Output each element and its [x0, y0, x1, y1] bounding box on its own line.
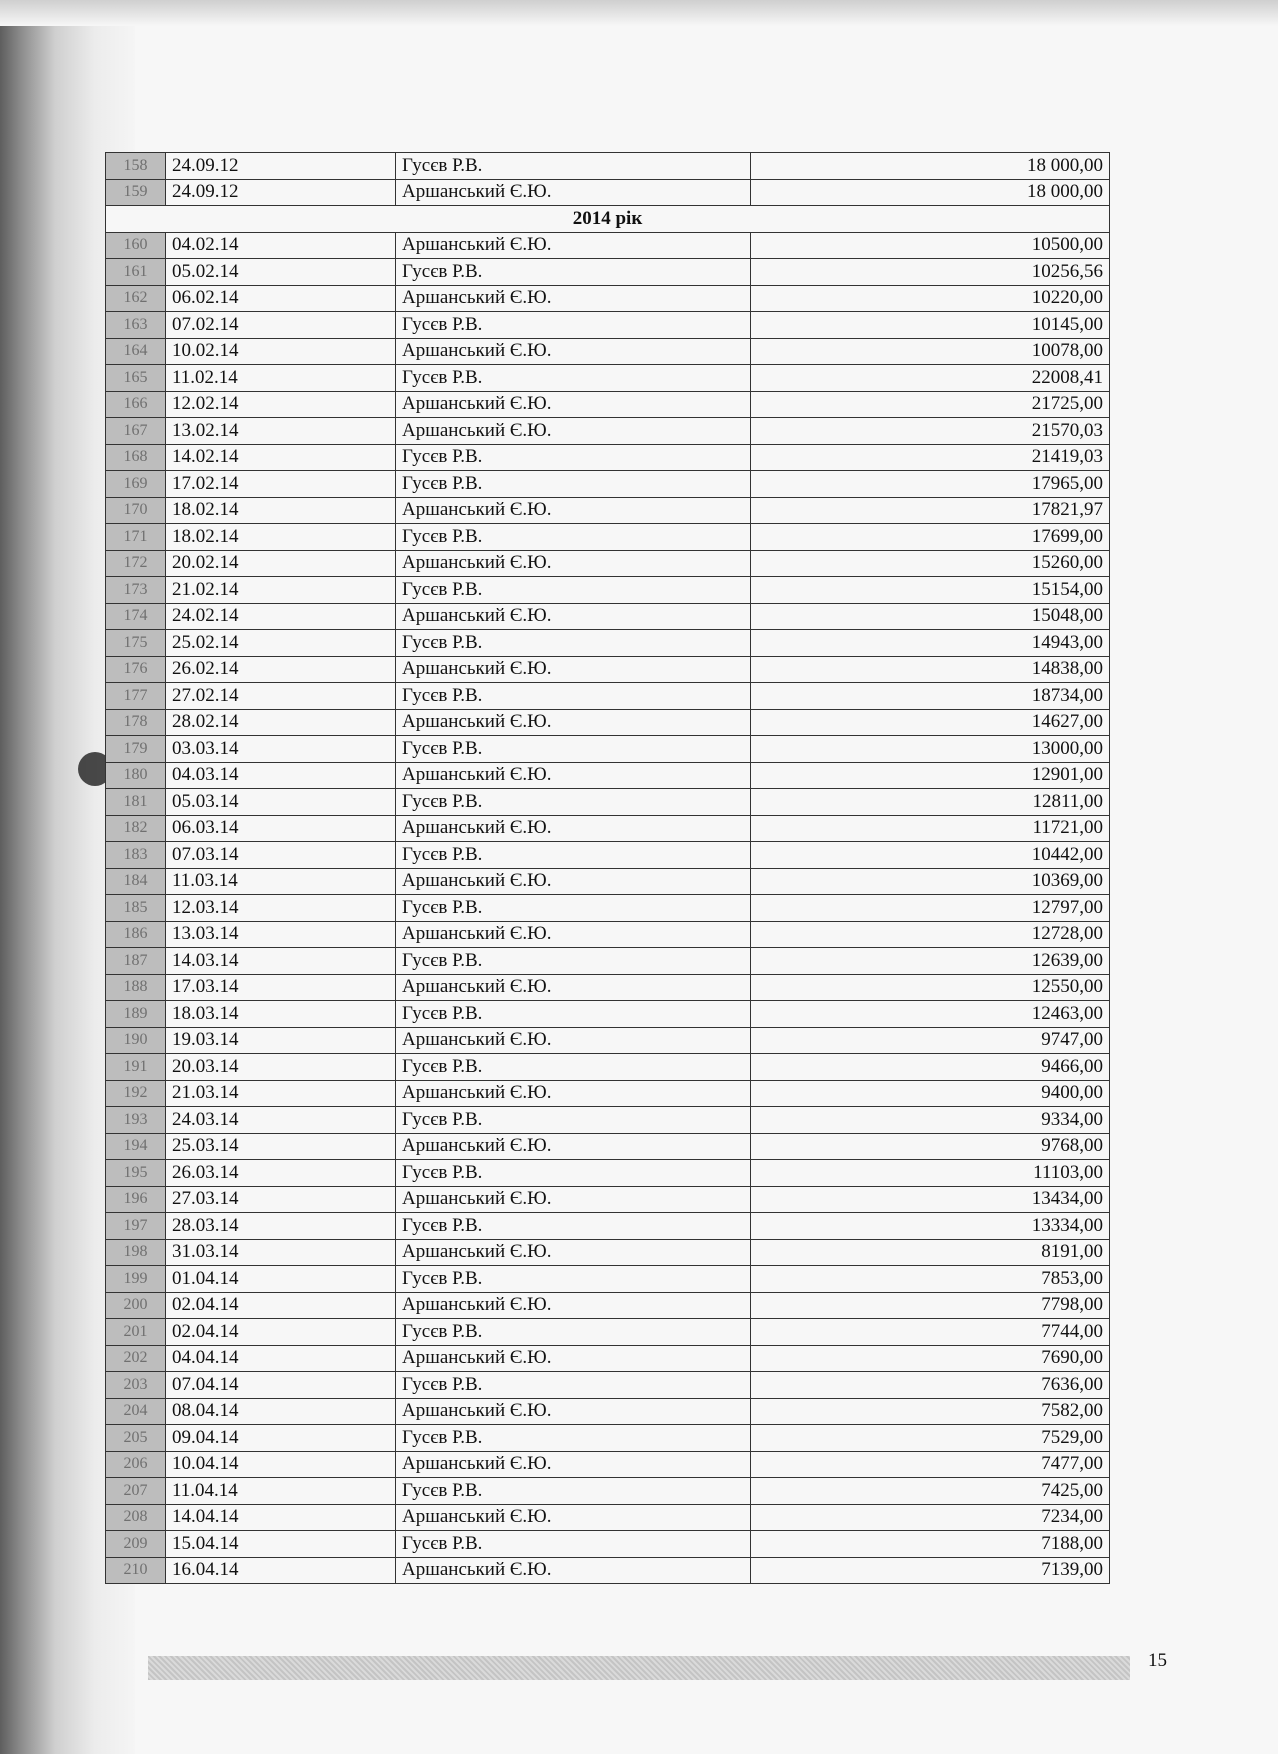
row-date: 19.03.14	[166, 1027, 396, 1054]
row-name: Гусєв Р.В.	[396, 153, 751, 180]
row-date: 07.02.14	[166, 312, 396, 339]
row-name: Аршанський Є.Ю.	[396, 603, 751, 630]
table-row	[106, 1478, 1110, 1505]
table-row	[106, 921, 1110, 948]
table-row	[106, 444, 1110, 471]
row-number: 163	[106, 312, 166, 339]
row-date: 08.04.14	[166, 1398, 396, 1425]
row-number: 170	[106, 497, 166, 524]
table-row	[106, 550, 1110, 577]
table-row	[106, 1319, 1110, 1346]
row-amount: 12901,00	[751, 762, 1110, 789]
row-date: 13.03.14	[166, 921, 396, 948]
row-date: 11.03.14	[166, 868, 396, 895]
row-number: 181	[106, 789, 166, 816]
row-number: 167	[106, 418, 166, 445]
row-name: Аршанський Є.Ю.	[396, 974, 751, 1001]
row-number: 196	[106, 1186, 166, 1213]
row-number: 198	[106, 1239, 166, 1266]
row-date: 13.02.14	[166, 418, 396, 445]
row-number: 199	[106, 1266, 166, 1293]
row-name: Аршанський Є.Ю.	[396, 1133, 751, 1160]
row-date: 04.02.14	[166, 232, 396, 259]
row-amount: 10442,00	[751, 842, 1110, 869]
table-row	[106, 948, 1110, 975]
row-date: 26.03.14	[166, 1160, 396, 1187]
row-name: Гусєв Р.В.	[396, 444, 751, 471]
row-date: 05.03.14	[166, 789, 396, 816]
row-amount: 21419,03	[751, 444, 1110, 471]
table-row	[106, 285, 1110, 312]
row-name: Гусєв Р.В.	[396, 1107, 751, 1134]
row-amount: 13334,00	[751, 1213, 1110, 1240]
table-row	[106, 365, 1110, 392]
row-date: 11.02.14	[166, 365, 396, 392]
row-number: 165	[106, 365, 166, 392]
row-amount: 12550,00	[751, 974, 1110, 1001]
row-date: 06.02.14	[166, 285, 396, 312]
row-amount: 9768,00	[751, 1133, 1110, 1160]
row-amount: 10369,00	[751, 868, 1110, 895]
row-date: 02.04.14	[166, 1319, 396, 1346]
row-number: 192	[106, 1080, 166, 1107]
row-amount: 8191,00	[751, 1239, 1110, 1266]
row-amount: 18 000,00	[751, 153, 1110, 180]
row-number: 195	[106, 1160, 166, 1187]
row-name: Гусєв Р.В.	[396, 789, 751, 816]
row-number: 176	[106, 656, 166, 683]
row-number: 191	[106, 1054, 166, 1081]
table-row	[106, 259, 1110, 286]
row-date: 14.04.14	[166, 1504, 396, 1531]
row-amount: 10500,00	[751, 232, 1110, 259]
row-name: Гусєв Р.В.	[396, 1213, 751, 1240]
row-number: 178	[106, 709, 166, 736]
table-row	[106, 1160, 1110, 1187]
table-row	[106, 1080, 1110, 1107]
row-date: 11.04.14	[166, 1478, 396, 1505]
row-amount: 17699,00	[751, 524, 1110, 551]
row-date: 04.04.14	[166, 1345, 396, 1372]
row-name: Аршанський Є.Ю.	[396, 338, 751, 365]
row-date: 16.04.14	[166, 1557, 396, 1584]
row-amount: 7477,00	[751, 1451, 1110, 1478]
row-amount: 7690,00	[751, 1345, 1110, 1372]
table-row	[106, 1292, 1110, 1319]
row-amount: 12728,00	[751, 921, 1110, 948]
payments-table-body	[106, 153, 1110, 1584]
row-number: 188	[106, 974, 166, 1001]
row-name: Гусєв Р.В.	[396, 312, 751, 339]
row-number: 197	[106, 1213, 166, 1240]
row-amount: 11103,00	[751, 1160, 1110, 1187]
row-name: Аршанський Є.Ю.	[396, 285, 751, 312]
row-name: Гусєв Р.В.	[396, 524, 751, 551]
table-row	[106, 1107, 1110, 1134]
table-row	[106, 391, 1110, 418]
row-name: Гусєв Р.В.	[396, 895, 751, 922]
table-row	[106, 895, 1110, 922]
row-name: Аршанський Є.Ю.	[396, 762, 751, 789]
row-number: 183	[106, 842, 166, 869]
table-row	[106, 1213, 1110, 1240]
table-row	[106, 1504, 1110, 1531]
row-amount: 7853,00	[751, 1266, 1110, 1293]
row-name: Гусєв Р.В.	[396, 1266, 751, 1293]
row-name: Гусєв Р.В.	[396, 471, 751, 498]
footer-bar	[148, 1656, 1130, 1680]
table-row	[106, 418, 1110, 445]
row-date: 24.03.14	[166, 1107, 396, 1134]
row-amount: 14627,00	[751, 709, 1110, 736]
row-amount: 21570,03	[751, 418, 1110, 445]
row-number: 201	[106, 1319, 166, 1346]
row-date: 27.02.14	[166, 683, 396, 710]
row-date: 27.03.14	[166, 1186, 396, 1213]
row-date: 14.02.14	[166, 444, 396, 471]
table-row	[106, 577, 1110, 604]
row-date: 05.02.14	[166, 259, 396, 286]
row-name: Гусєв Р.В.	[396, 1319, 751, 1346]
table-row	[106, 524, 1110, 551]
row-name: Аршанський Є.Ю.	[396, 868, 751, 895]
row-amount: 17965,00	[751, 471, 1110, 498]
row-amount: 10145,00	[751, 312, 1110, 339]
row-amount: 7636,00	[751, 1372, 1110, 1399]
row-name: Аршанський Є.Ю.	[396, 232, 751, 259]
row-amount: 7139,00	[751, 1557, 1110, 1584]
row-amount: 17821,97	[751, 497, 1110, 524]
year-heading-row	[106, 206, 1110, 233]
row-date: 10.02.14	[166, 338, 396, 365]
row-date: 14.03.14	[166, 948, 396, 975]
row-name: Гусєв Р.В.	[396, 842, 751, 869]
row-amount: 10078,00	[751, 338, 1110, 365]
row-amount: 7744,00	[751, 1319, 1110, 1346]
row-name: Аршанський Є.Ю.	[396, 391, 751, 418]
row-amount: 12639,00	[751, 948, 1110, 975]
row-name: Гусєв Р.В.	[396, 365, 751, 392]
table-row	[106, 1557, 1110, 1584]
row-amount: 7234,00	[751, 1504, 1110, 1531]
row-number: 177	[106, 683, 166, 710]
table-row	[106, 1451, 1110, 1478]
row-amount: 9400,00	[751, 1080, 1110, 1107]
row-date: 18.03.14	[166, 1001, 396, 1028]
row-name: Гусєв Р.В.	[396, 948, 751, 975]
row-date: 07.03.14	[166, 842, 396, 869]
table-row	[106, 1239, 1110, 1266]
row-name: Аршанський Є.Ю.	[396, 1557, 751, 1584]
row-number: 174	[106, 603, 166, 630]
row-number: 168	[106, 444, 166, 471]
row-name: Аршанський Є.Ю.	[396, 1345, 751, 1372]
row-amount: 18 000,00	[751, 179, 1110, 206]
row-amount: 15154,00	[751, 577, 1110, 604]
row-name: Гусєв Р.В.	[396, 259, 751, 286]
row-amount: 12797,00	[751, 895, 1110, 922]
row-date: 17.03.14	[166, 974, 396, 1001]
table-row	[106, 683, 1110, 710]
table-row	[106, 497, 1110, 524]
table-row	[106, 1345, 1110, 1372]
row-number: 206	[106, 1451, 166, 1478]
row-number: 200	[106, 1292, 166, 1319]
row-name: Аршанський Є.Ю.	[396, 497, 751, 524]
table-row	[106, 762, 1110, 789]
table-row	[106, 153, 1110, 180]
row-name: Аршанський Є.Ю.	[396, 1398, 751, 1425]
table-row	[106, 1133, 1110, 1160]
row-name: Аршанський Є.Ю.	[396, 656, 751, 683]
table-row	[106, 974, 1110, 1001]
row-name: Гусєв Р.В.	[396, 630, 751, 657]
row-name: Гусєв Р.В.	[396, 736, 751, 763]
table-row	[106, 1266, 1110, 1293]
row-amount: 7188,00	[751, 1531, 1110, 1558]
table-row	[106, 789, 1110, 816]
row-number: 190	[106, 1027, 166, 1054]
row-amount: 14943,00	[751, 630, 1110, 657]
table-row	[106, 1398, 1110, 1425]
row-number: 175	[106, 630, 166, 657]
row-number: 182	[106, 815, 166, 842]
table-row	[106, 1001, 1110, 1028]
row-number: 173	[106, 577, 166, 604]
row-name: Аршанський Є.Ю.	[396, 921, 751, 948]
row-number: 193	[106, 1107, 166, 1134]
row-amount: 9466,00	[751, 1054, 1110, 1081]
row-amount: 11721,00	[751, 815, 1110, 842]
row-name: Аршанський Є.Ю.	[396, 709, 751, 736]
row-number: 187	[106, 948, 166, 975]
row-amount: 12463,00	[751, 1001, 1110, 1028]
row-name: Гусєв Р.В.	[396, 1478, 751, 1505]
row-number: 207	[106, 1478, 166, 1505]
row-number: 202	[106, 1345, 166, 1372]
row-amount: 7425,00	[751, 1478, 1110, 1505]
row-name: Аршанський Є.Ю.	[396, 1451, 751, 1478]
row-amount: 13000,00	[751, 736, 1110, 763]
row-name: Аршанський Є.Ю.	[396, 1080, 751, 1107]
page-number: 15	[1148, 1650, 1167, 1671]
row-name: Аршанський Є.Ю.	[396, 1239, 751, 1266]
row-name: Аршанський Є.Ю.	[396, 179, 751, 206]
row-name: Гусєв Р.В.	[396, 1531, 751, 1558]
scan-top-shadow	[0, 0, 1278, 26]
table-row	[106, 1054, 1110, 1081]
row-date: 15.04.14	[166, 1531, 396, 1558]
row-date: 01.04.14	[166, 1266, 396, 1293]
table-row	[106, 1186, 1110, 1213]
table-row	[106, 842, 1110, 869]
row-amount: 15260,00	[751, 550, 1110, 577]
row-number: 194	[106, 1133, 166, 1160]
row-name: Гусєв Р.В.	[396, 1054, 751, 1081]
table-row	[106, 1531, 1110, 1558]
row-amount: 12811,00	[751, 789, 1110, 816]
row-name: Аршанський Є.Ю.	[396, 418, 751, 445]
row-amount: 13434,00	[751, 1186, 1110, 1213]
row-number: 169	[106, 471, 166, 498]
row-number: 208	[106, 1504, 166, 1531]
row-number: 161	[106, 259, 166, 286]
row-amount: 21725,00	[751, 391, 1110, 418]
row-name: Гусєв Р.В.	[396, 1001, 751, 1028]
row-date: 10.04.14	[166, 1451, 396, 1478]
row-number: 203	[106, 1372, 166, 1399]
row-number: 209	[106, 1531, 166, 1558]
row-number: 166	[106, 391, 166, 418]
row-date: 25.02.14	[166, 630, 396, 657]
row-number: 180	[106, 762, 166, 789]
row-date: 04.03.14	[166, 762, 396, 789]
row-name: Гусєв Р.В.	[396, 577, 751, 604]
row-date: 09.04.14	[166, 1425, 396, 1452]
row-date: 26.02.14	[166, 656, 396, 683]
row-date: 12.03.14	[166, 895, 396, 922]
row-name: Аршанський Є.Ю.	[396, 815, 751, 842]
row-date: 31.03.14	[166, 1239, 396, 1266]
table-row	[106, 338, 1110, 365]
row-date: 28.02.14	[166, 709, 396, 736]
row-number: 172	[106, 550, 166, 577]
row-date: 28.03.14	[166, 1213, 396, 1240]
row-amount: 9334,00	[751, 1107, 1110, 1134]
row-date: 12.02.14	[166, 391, 396, 418]
row-date: 20.02.14	[166, 550, 396, 577]
year-heading: 2014 рік	[106, 206, 1110, 233]
row-amount: 7529,00	[751, 1425, 1110, 1452]
row-name: Гусєв Р.В.	[396, 1372, 751, 1399]
row-date: 21.02.14	[166, 577, 396, 604]
row-date: 18.02.14	[166, 497, 396, 524]
row-name: Аршанський Є.Ю.	[396, 1186, 751, 1213]
table-row	[106, 232, 1110, 259]
table-row	[106, 868, 1110, 895]
row-number: 204	[106, 1398, 166, 1425]
table-row	[106, 736, 1110, 763]
table-row	[106, 312, 1110, 339]
row-date: 17.02.14	[166, 471, 396, 498]
row-date: 06.03.14	[166, 815, 396, 842]
row-name: Гусєв Р.В.	[396, 1160, 751, 1187]
table-row	[106, 471, 1110, 498]
row-name: Аршанський Є.Ю.	[396, 1504, 751, 1531]
row-amount: 22008,41	[751, 365, 1110, 392]
row-date: 24.09.12	[166, 153, 396, 180]
row-number: 210	[106, 1557, 166, 1584]
row-date: 24.02.14	[166, 603, 396, 630]
row-date: 02.04.14	[166, 1292, 396, 1319]
row-number: 159	[106, 179, 166, 206]
table-row	[106, 815, 1110, 842]
table-row	[106, 630, 1110, 657]
row-name: Гусєв Р.В.	[396, 683, 751, 710]
row-date: 21.03.14	[166, 1080, 396, 1107]
table-row	[106, 603, 1110, 630]
row-number: 171	[106, 524, 166, 551]
row-number: 189	[106, 1001, 166, 1028]
row-amount: 15048,00	[751, 603, 1110, 630]
row-date: 07.04.14	[166, 1372, 396, 1399]
row-number: 184	[106, 868, 166, 895]
row-amount: 18734,00	[751, 683, 1110, 710]
row-number: 179	[106, 736, 166, 763]
table-row	[106, 709, 1110, 736]
table-row	[106, 1372, 1110, 1399]
row-number: 160	[106, 232, 166, 259]
row-amount: 7582,00	[751, 1398, 1110, 1425]
table-row	[106, 1027, 1110, 1054]
row-amount: 9747,00	[751, 1027, 1110, 1054]
row-amount: 14838,00	[751, 656, 1110, 683]
row-date: 20.03.14	[166, 1054, 396, 1081]
row-date: 24.09.12	[166, 179, 396, 206]
row-amount: 7798,00	[751, 1292, 1110, 1319]
row-number: 185	[106, 895, 166, 922]
payments-table	[105, 152, 1110, 1584]
row-date: 18.02.14	[166, 524, 396, 551]
row-name: Аршанський Є.Ю.	[396, 1027, 751, 1054]
table-row	[106, 1425, 1110, 1452]
table-row	[106, 656, 1110, 683]
row-date: 25.03.14	[166, 1133, 396, 1160]
table-row	[106, 179, 1110, 206]
row-date: 03.03.14	[166, 736, 396, 763]
row-number: 186	[106, 921, 166, 948]
row-number: 162	[106, 285, 166, 312]
row-number: 205	[106, 1425, 166, 1452]
row-name: Аршанський Є.Ю.	[396, 550, 751, 577]
row-number: 158	[106, 153, 166, 180]
row-number: 164	[106, 338, 166, 365]
row-amount: 10256,56	[751, 259, 1110, 286]
row-name: Аршанський Є.Ю.	[396, 1292, 751, 1319]
row-name: Гусєв Р.В.	[396, 1425, 751, 1452]
row-amount: 10220,00	[751, 285, 1110, 312]
